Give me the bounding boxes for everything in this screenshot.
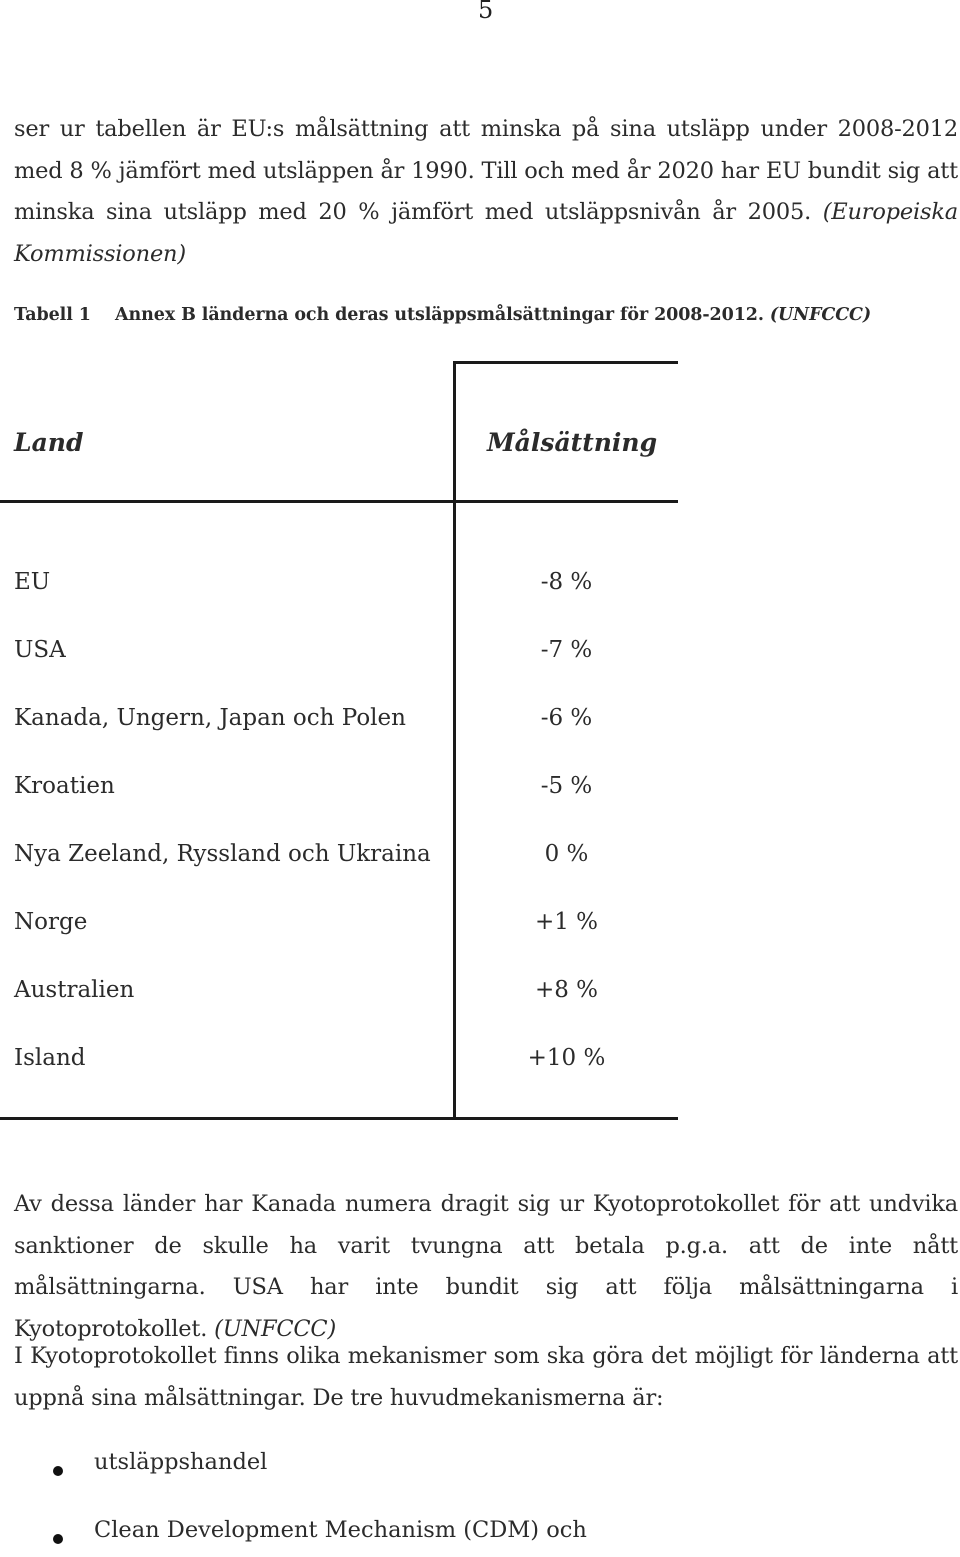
table-cell-land: Kroatien xyxy=(14,773,115,799)
table-cell-land: Kanada, Ungern, Japan och Polen xyxy=(14,705,406,731)
table-cell-goal: 0 % xyxy=(544,841,589,867)
table-header-goal: Målsättning xyxy=(487,428,658,457)
table-row xyxy=(0,705,678,745)
kanada-paragraph xyxy=(14,1184,958,1350)
table-bottom-rule xyxy=(0,1117,678,1120)
table-cell-goal: +8 % xyxy=(534,977,599,1003)
list-item-text: Clean Development Mechanism (CDM) och xyxy=(94,1517,587,1543)
table-cell-land: USA xyxy=(14,637,66,663)
intro-paragraph xyxy=(14,109,958,275)
table-cell-land: Norge xyxy=(14,909,88,935)
table-cell-land: EU xyxy=(14,569,51,595)
table-caption-citation: (UNFCCC) xyxy=(769,305,872,325)
table-row xyxy=(0,909,678,949)
kanada-paragraph-text: Av dessa länder har Kanada numera dragit sig ur Kyotoprotokollet för att undvika sanktioner de skulle ha varit tvungna att betala p.g.a. att de inte nått målsättningarna. USA har inte bundit sig att följa målsättningarna i Kyotoprotokollet. xyxy=(14,1191,958,1342)
table-cell-goal: -7 % xyxy=(540,637,593,663)
table-cell-goal: +10 % xyxy=(527,1045,606,1071)
bullet-dot-icon xyxy=(53,1466,63,1476)
table-row xyxy=(0,637,678,677)
table-row xyxy=(0,977,678,1017)
table-cell-goal: -5 % xyxy=(540,773,593,799)
mechanisms-paragraph: I Kyotoprotokollet finns olika mekanismer som ska göra det möjligt för länderna att uppnå sina målsättningar. De tre huvudmekanismerna är: xyxy=(14,1343,958,1411)
table-cell-goal: -8 % xyxy=(540,569,593,595)
kanada-paragraph-citation: (UNFCCC) xyxy=(214,1315,337,1342)
table-cell-land: Australien xyxy=(14,977,135,1003)
table-cell-land: Island xyxy=(14,1045,86,1071)
bullet-dot-icon xyxy=(53,1534,63,1544)
table-header-rule xyxy=(0,500,678,503)
list-item-text: utsläppshandel xyxy=(94,1449,268,1475)
table-row xyxy=(0,773,678,813)
table-row xyxy=(0,1045,678,1085)
table-cell-goal: +1 % xyxy=(534,909,599,935)
table-header-land: Land xyxy=(14,428,84,457)
page-number: 5 xyxy=(478,0,494,24)
table-caption-text: Annex B länderna och deras utsläppsmålsättningar för 2008-2012. xyxy=(115,305,770,325)
intro-citation: (Europeiska Kommissionen) xyxy=(14,199,958,267)
list-item xyxy=(0,1517,960,1557)
intro-text: ser ur tabellen är EU:s målsättning att minska på sina utsläpp under 2008-2012 med 8 % jämfört med utsläppen år 1990. Till och med år 2020 har EU bundit sig att minska sina utsläpp med 20 % jämfört med utsläppsnivån år 2005. xyxy=(14,116,958,225)
table-caption-label: Tabell 1 xyxy=(14,305,91,325)
list-item xyxy=(0,1449,960,1489)
table-caption xyxy=(14,305,871,325)
table-cell-land: Nya Zeeland, Ryssland och Ukraina xyxy=(14,841,431,867)
table-top-rule xyxy=(455,361,678,364)
table-row xyxy=(0,841,678,881)
table-cell-goal: -6 % xyxy=(540,705,593,731)
table-row xyxy=(0,569,678,609)
